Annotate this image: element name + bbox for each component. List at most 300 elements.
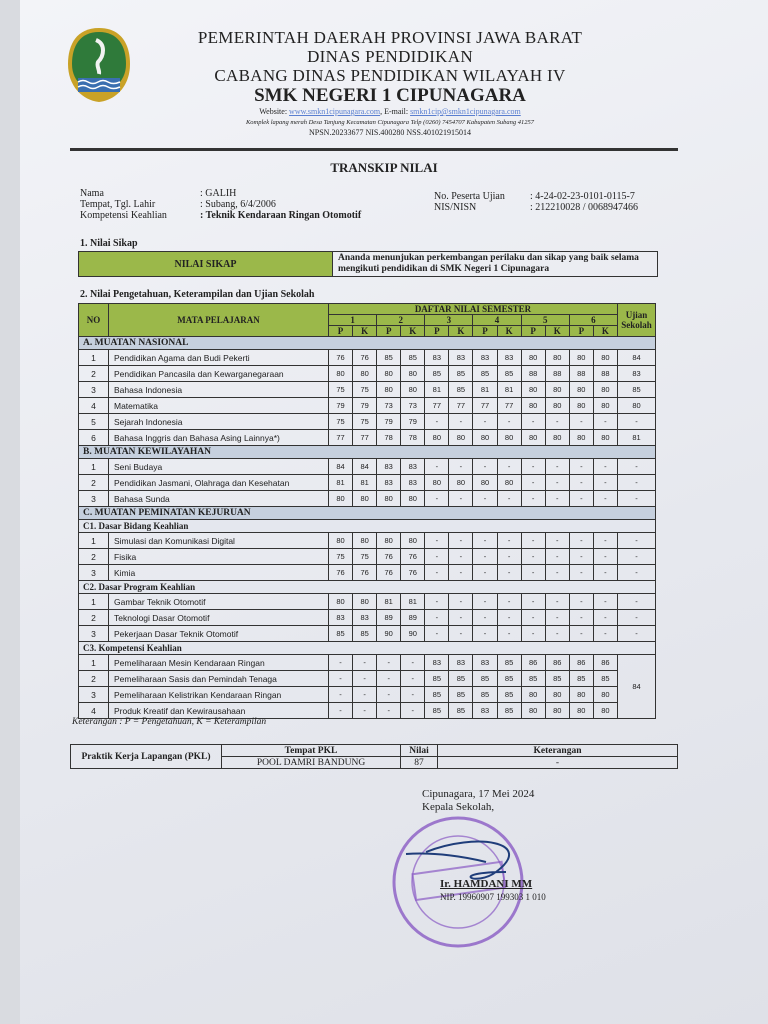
grade-cell: 83 [497, 350, 521, 366]
school-ids: NPSN.20233677 NIS.400280 NSS.401021915014 [308, 128, 472, 137]
table-row [79, 671, 656, 687]
grade-cell: - [593, 610, 617, 626]
exam-score: - [618, 610, 656, 626]
exam-labels [434, 191, 505, 213]
grade-cell: 80 [449, 475, 473, 491]
grade-cell: 83 [449, 350, 473, 366]
row-no: 2 [79, 549, 109, 565]
grade-cell: 83 [377, 475, 401, 491]
subject-name: Simulasi dan Komunikasi Digital [109, 533, 329, 549]
grade-cell: 80 [521, 703, 545, 719]
table-row [79, 350, 656, 366]
group-label: C1. Dasar Bidang Keahlian [79, 520, 656, 533]
sikap-section-title: 1. Nilai Sikap [80, 238, 138, 249]
row-no: 2 [79, 366, 109, 382]
grade-cell: - [593, 491, 617, 507]
grade-cell: - [449, 414, 473, 430]
grade-cell: 75 [353, 414, 377, 430]
pkl-col-note: Keterangan [438, 745, 678, 757]
exam-number-label: No. Peserta Ujian [434, 191, 505, 202]
grade-cell: - [545, 475, 569, 491]
grade-cell: - [473, 610, 497, 626]
grade-cell: - [521, 565, 545, 581]
subject-name: Pekerjaan Dasar Teknik Otomotif [109, 626, 329, 642]
grade-cell: - [497, 491, 521, 507]
grade-cell: 79 [401, 414, 425, 430]
grade-cell: 80 [545, 687, 569, 703]
exam-number: : 4-24-02-23-0101-0115-7 [530, 191, 635, 202]
grade-cell: - [545, 594, 569, 610]
subject-name: Teknologi Dasar Otomotif [109, 610, 329, 626]
table-row [79, 398, 656, 414]
grade-cell: - [569, 626, 593, 642]
grade-cell: - [497, 549, 521, 565]
grade-cell: - [569, 533, 593, 549]
grade-cell: 80 [593, 382, 617, 398]
pk-header: K [449, 326, 473, 337]
pk-header: K [353, 326, 377, 337]
grade-cell: 85 [449, 382, 473, 398]
grade-cell: - [473, 414, 497, 430]
row-no: 2 [79, 475, 109, 491]
grade-cell: 76 [377, 549, 401, 565]
student-values [200, 188, 361, 221]
grade-cell: 81 [473, 382, 497, 398]
principal-nip: NIP. 19960907 199303 1 010 [440, 892, 546, 902]
grade-cell: 90 [401, 626, 425, 642]
semester-header: 5 [521, 315, 569, 326]
row-no: 3 [79, 626, 109, 642]
grade-cell: 80 [569, 350, 593, 366]
grade-cell: 80 [569, 382, 593, 398]
row-no: 2 [79, 671, 109, 687]
grade-cell: - [425, 626, 449, 642]
grade-cell: - [569, 610, 593, 626]
grade-cell: 76 [329, 565, 353, 581]
nis-label: NIS/NISN [434, 202, 477, 213]
grade-cell: 79 [377, 414, 401, 430]
grade-cell: 80 [353, 491, 377, 507]
grade-cell: 89 [401, 610, 425, 626]
grade-cell: - [377, 703, 401, 719]
grade-cell: - [545, 533, 569, 549]
grade-cell: - [353, 703, 377, 719]
exam-score: - [618, 414, 656, 430]
grade-cell: 76 [353, 565, 377, 581]
grade-cell: - [593, 565, 617, 581]
grade-cell: 75 [329, 414, 353, 430]
grade-cell: 80 [425, 475, 449, 491]
grade-cell: - [545, 610, 569, 626]
signature-block [422, 788, 534, 814]
table-row [79, 610, 656, 626]
student-birth: : Subang, 6/4/2006 [200, 199, 276, 210]
pkl-note: - [438, 757, 678, 769]
grade-cell: - [545, 626, 569, 642]
sikap-description: Ananda menunjukan perkembangan perilaku dan sikap yang baik selama mengikuti pendidikan di SMK Negeri 1 Cipunagara [338, 253, 639, 274]
grade-cell: 80 [569, 703, 593, 719]
table-row [79, 594, 656, 610]
grade-cell: 73 [377, 398, 401, 414]
grade-cell: 85 [497, 366, 521, 382]
grade-cell: 80 [545, 350, 569, 366]
grade-cell: 75 [329, 549, 353, 565]
grade-cell: - [329, 687, 353, 703]
grade-cell: 81 [353, 475, 377, 491]
grade-cell: - [545, 565, 569, 581]
pkl-col-score: Nilai [401, 745, 438, 757]
grade-cell: 84 [353, 459, 377, 475]
col-subject: MATA PELAJARAN [109, 304, 329, 337]
grade-cell: - [569, 459, 593, 475]
grade-cell: - [569, 594, 593, 610]
grade-cell: - [545, 414, 569, 430]
grade-cell: 85 [497, 703, 521, 719]
grade-cell: - [449, 626, 473, 642]
grade-cell: 85 [329, 626, 353, 642]
pk-header: P [473, 326, 497, 337]
grade-cell: 85 [497, 687, 521, 703]
grade-cell: 88 [593, 366, 617, 382]
pk-header: P [329, 326, 353, 337]
grade-cell: 76 [401, 565, 425, 581]
row-no: 5 [79, 414, 109, 430]
section-row [79, 446, 656, 459]
grade-cell: 86 [521, 655, 545, 671]
grade-cell: 80 [353, 594, 377, 610]
grade-cell: 80 [329, 594, 353, 610]
sikap-label: NILAI SIKAP [79, 252, 333, 276]
grade-cell: 81 [401, 594, 425, 610]
grade-cell: - [473, 549, 497, 565]
grade-cell: - [449, 533, 473, 549]
grade-cell: 85 [425, 671, 449, 687]
exam-score: - [618, 594, 656, 610]
row-no: 3 [79, 382, 109, 398]
semester-header: 6 [569, 315, 617, 326]
grade-cell: 77 [497, 398, 521, 414]
grade-cell: 86 [593, 655, 617, 671]
pk-header: P [377, 326, 401, 337]
grade-cell: - [449, 459, 473, 475]
grade-cell: - [329, 655, 353, 671]
grade-cell: - [473, 459, 497, 475]
grade-cell: - [569, 475, 593, 491]
grade-cell: 77 [353, 430, 377, 446]
grade-cell: - [497, 594, 521, 610]
grade-cell: 75 [329, 382, 353, 398]
grade-cell: - [425, 459, 449, 475]
grade-cell: - [593, 626, 617, 642]
grade-cell: 86 [545, 655, 569, 671]
grade-cell: 80 [377, 533, 401, 549]
pk-header: K [545, 326, 569, 337]
grade-cell: - [425, 491, 449, 507]
name-label: Nama [80, 188, 104, 199]
grade-cell: - [497, 610, 521, 626]
grade-cell: 80 [497, 475, 521, 491]
grade-cell: 80 [593, 350, 617, 366]
grade-cell: 80 [377, 382, 401, 398]
grade-cell: 85 [521, 671, 545, 687]
grade-cell: - [449, 565, 473, 581]
grade-cell: 80 [353, 366, 377, 382]
exam-score: - [618, 626, 656, 642]
subject-name: Pemeliharaan Kelistrikan Kendaraan Ringan [109, 687, 329, 703]
grade-cell: 83 [401, 459, 425, 475]
grade-cell: 81 [329, 475, 353, 491]
row-no: 3 [79, 687, 109, 703]
grade-cell: 85 [449, 687, 473, 703]
grade-cell: 80 [593, 687, 617, 703]
grade-cell: 85 [473, 671, 497, 687]
grade-cell: 80 [593, 430, 617, 446]
grade-cell: 85 [449, 703, 473, 719]
subject-name: Bahasa Inggris dan Bahasa Asing Lainnya*) [109, 430, 329, 446]
grade-cell: - [521, 549, 545, 565]
exam-score: - [618, 533, 656, 549]
website-link[interactable]: www.smkn1cipunagara.com [289, 107, 381, 116]
grade-cell: 80 [521, 350, 545, 366]
grade-cell: 80 [569, 430, 593, 446]
exam-score: 85 [618, 382, 656, 398]
exam-score: - [618, 459, 656, 475]
table-row [79, 475, 656, 491]
grade-cell: 75 [353, 382, 377, 398]
grade-cell: 80 [329, 533, 353, 549]
grade-cell: 76 [401, 549, 425, 565]
grade-cell: - [545, 459, 569, 475]
pk-header: P [569, 326, 593, 337]
grade-cell: - [377, 655, 401, 671]
grade-cell: 73 [401, 398, 425, 414]
group-label: C2. Dasar Program Keahlian [79, 581, 656, 594]
row-no: 3 [79, 491, 109, 507]
grade-cell: - [473, 626, 497, 642]
subject-name: Sejarah Indonesia [109, 414, 329, 430]
website-label: Website: [259, 107, 288, 116]
grade-cell: - [497, 626, 521, 642]
table-row [79, 687, 656, 703]
row-no: 1 [79, 459, 109, 475]
grade-cell: 80 [401, 382, 425, 398]
grade-cell: 80 [545, 430, 569, 446]
table-row [79, 533, 656, 549]
grade-cell: - [353, 687, 377, 703]
grade-cell: 89 [377, 610, 401, 626]
subject-name: Seni Budaya [109, 459, 329, 475]
subsection-row [79, 642, 656, 655]
grade-cell: - [449, 491, 473, 507]
grade-cell: 84 [329, 459, 353, 475]
grade-cell: - [593, 459, 617, 475]
grade-cell: - [569, 491, 593, 507]
grade-cell: - [593, 533, 617, 549]
grade-cell: 80 [353, 533, 377, 549]
grade-cell: - [425, 610, 449, 626]
grade-cell: - [329, 703, 353, 719]
table-row [79, 459, 656, 475]
pkl-col-place: Tempat PKL [222, 745, 401, 757]
subject-name: Pemeliharaan Mesin Kendaraan Ringan [109, 655, 329, 671]
exam-score-merged: 84 [618, 655, 656, 719]
grade-cell: 80 [521, 430, 545, 446]
grade-cell: 83 [329, 610, 353, 626]
table-row [79, 382, 656, 398]
grades-table [78, 303, 656, 719]
grade-cell: - [593, 475, 617, 491]
grade-cell: 83 [425, 350, 449, 366]
subject-name: Pendidikan Pancasila dan Kewarganegaraan [109, 366, 329, 382]
grade-cell: - [473, 594, 497, 610]
grade-cell: 83 [473, 655, 497, 671]
grade-cell: 80 [377, 491, 401, 507]
grade-cell: 80 [473, 475, 497, 491]
pk-header: K [593, 326, 617, 337]
exam-score: 81 [618, 430, 656, 446]
grade-cell: - [569, 414, 593, 430]
semester-header: 4 [473, 315, 521, 326]
grade-cell: 79 [329, 398, 353, 414]
email-link[interactable]: smkn1cip@smkn1cipunagara.com [410, 107, 521, 116]
grade-cell: 85 [497, 655, 521, 671]
pkl-table [70, 744, 678, 769]
grade-cell: 85 [401, 350, 425, 366]
grade-cell: - [473, 565, 497, 581]
grade-cell: 80 [401, 533, 425, 549]
exam-score: 84 [618, 350, 656, 366]
grade-cell: - [401, 703, 425, 719]
grade-cell: 85 [497, 671, 521, 687]
grade-cell: - [473, 491, 497, 507]
grade-cell: 80 [329, 491, 353, 507]
principal-name: Ir. HAMDANI MM [440, 878, 533, 890]
grade-cell: 83 [353, 610, 377, 626]
exam-score: - [618, 565, 656, 581]
grade-cell: - [593, 549, 617, 565]
grade-cell: - [425, 565, 449, 581]
grade-cell: 85 [377, 350, 401, 366]
student-name: : GALIH [200, 188, 237, 199]
pkl-score: 87 [401, 757, 438, 769]
grade-cell: 77 [329, 430, 353, 446]
competency-label: Kompetensi Keahlian [80, 210, 167, 221]
grade-cell: 80 [329, 366, 353, 382]
grade-cell: 85 [425, 366, 449, 382]
grade-cell: - [473, 533, 497, 549]
pk-header: P [425, 326, 449, 337]
grade-cell: - [521, 475, 545, 491]
exam-score: 83 [618, 366, 656, 382]
subject-name: Bahasa Indonesia [109, 382, 329, 398]
subject-name: Fisika [109, 549, 329, 565]
grade-cell: - [401, 655, 425, 671]
grade-cell: 80 [401, 366, 425, 382]
grade-cell: 85 [449, 671, 473, 687]
grade-cell: - [449, 549, 473, 565]
exam-values [530, 191, 638, 213]
subject-name: Matematika [109, 398, 329, 414]
grade-cell: 85 [449, 366, 473, 382]
grade-cell: - [329, 671, 353, 687]
grade-cell: 83 [377, 459, 401, 475]
row-no: 4 [79, 398, 109, 414]
grade-cell: 85 [425, 687, 449, 703]
table-row [79, 549, 656, 565]
table-row [79, 655, 656, 671]
grade-cell: - [425, 414, 449, 430]
col-semester: DAFTAR NILAI SEMESTER [329, 304, 618, 315]
table-row [79, 565, 656, 581]
grade-cell: 76 [353, 350, 377, 366]
grade-cell: 80 [473, 430, 497, 446]
grade-cell: 80 [401, 491, 425, 507]
table-row [79, 430, 656, 446]
grade-cell: - [425, 549, 449, 565]
grade-cell: - [497, 565, 521, 581]
grade-cell: 80 [377, 366, 401, 382]
subject-name: Kimia [109, 565, 329, 581]
grade-cell: 83 [449, 655, 473, 671]
grade-cell: - [521, 459, 545, 475]
student-labels [80, 188, 167, 221]
letterhead-divider [70, 148, 678, 151]
grade-cell: 80 [569, 687, 593, 703]
semester-header: 1 [329, 315, 377, 326]
grade-cell: 80 [569, 398, 593, 414]
subject-name: Gambar Teknik Otomotif [109, 594, 329, 610]
table-row [79, 414, 656, 430]
grade-cell: 85 [473, 366, 497, 382]
grade-cell: 83 [473, 703, 497, 719]
row-no: 4 [79, 703, 109, 719]
grade-cell: 81 [377, 594, 401, 610]
grade-cell: 80 [545, 703, 569, 719]
grade-cell: 77 [449, 398, 473, 414]
grade-cell: - [449, 610, 473, 626]
section-row [79, 507, 656, 520]
row-no: 1 [79, 533, 109, 549]
grade-cell: 76 [377, 565, 401, 581]
pk-header: K [401, 326, 425, 337]
grade-cell: 80 [545, 398, 569, 414]
grade-cell: 83 [473, 350, 497, 366]
nis-value: : 212210028 / 0068947466 [530, 202, 639, 213]
grade-cell: 85 [473, 687, 497, 703]
grade-cell: - [521, 594, 545, 610]
grade-cell: 85 [353, 626, 377, 642]
grade-cell: 81 [425, 382, 449, 398]
west-java-emblem-logo [66, 26, 132, 104]
subsection-row [79, 520, 656, 533]
subject-name: Pendidikan Jasmani, Olahraga dan Kesehatan [109, 475, 329, 491]
grade-cell: 88 [521, 366, 545, 382]
grade-cell: - [521, 610, 545, 626]
grade-cell: - [353, 655, 377, 671]
document-title: TRANSKIP NILAI [330, 160, 438, 175]
letterhead-line1: PEMERINTAH DAERAH PROVINSI JAWA BARAT [197, 28, 583, 47]
pk-header: P [521, 326, 545, 337]
row-no: 2 [79, 610, 109, 626]
grade-cell: - [377, 687, 401, 703]
address: Komplek lapang merah Desa Tanjung Kecamatan Cipunagara Telp (0260) 7454707 Kabupaten Subang 41257 [245, 119, 535, 126]
grade-cell: 90 [377, 626, 401, 642]
col-exam: Ujian Sekolah [618, 304, 656, 337]
sikap-box [78, 251, 658, 277]
grades-section-title: 2. Nilai Pengetahuan, Keterampilan dan Ujian Sekolah [80, 289, 315, 300]
grade-cell: - [593, 414, 617, 430]
grade-cell: 80 [521, 398, 545, 414]
